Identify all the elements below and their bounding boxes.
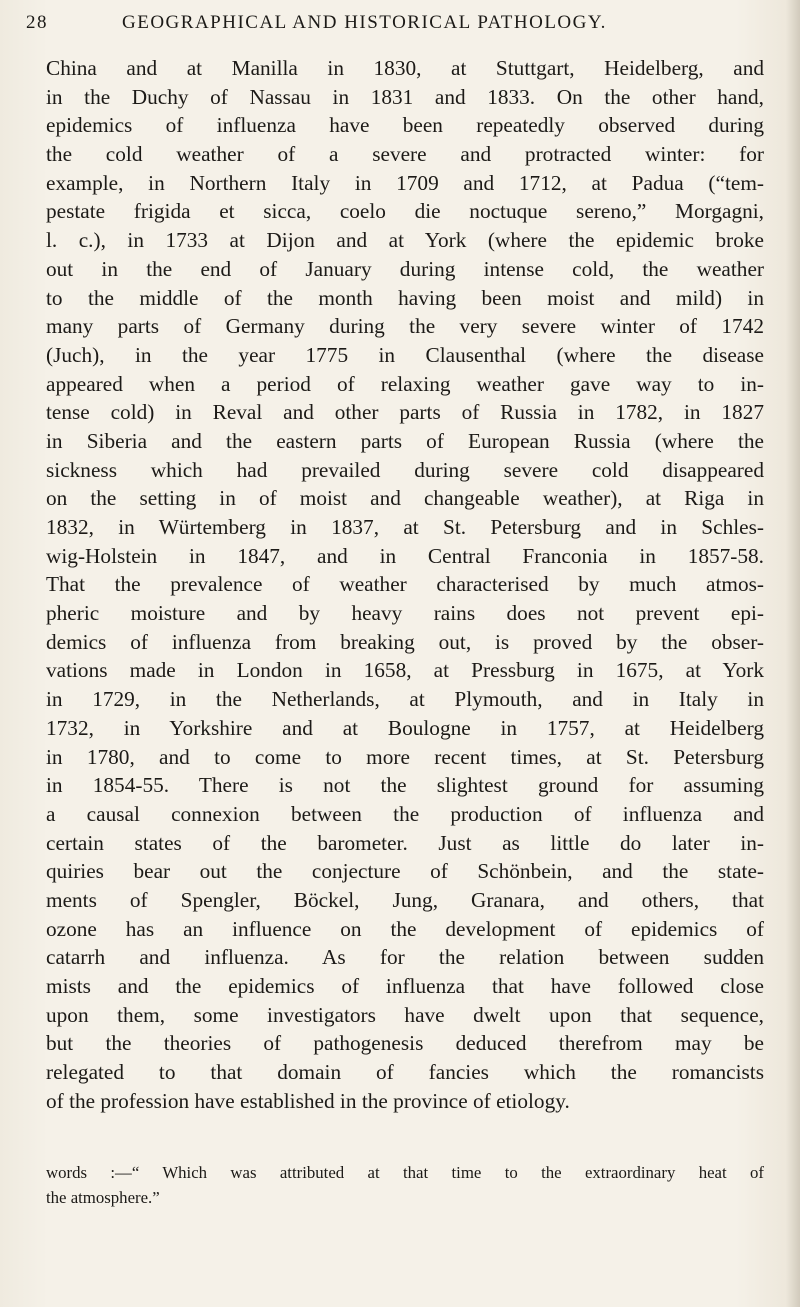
text-line: (Juch), in the year 1775 in Clausenthal (where the disease xyxy=(46,342,764,367)
text-line: sickness which had prevailed during severe cold disappeared xyxy=(46,457,764,482)
text-line: epidemics of influenza have been repeatedly observed during xyxy=(46,113,764,138)
text-line: ozone has an influence on the development of epidemics of xyxy=(46,916,764,941)
text-line: mists and the epidemics of influenza that have followed close xyxy=(46,974,764,998)
text-line: in 1729, in the Netherlands, at Plymouth, and in Italy in xyxy=(46,687,764,712)
text-line: a causal connexion between the production of influenza and xyxy=(46,801,764,826)
text-line: but the theories of pathogenesis deduced therefrom may be xyxy=(46,1031,764,1056)
text-line: That the prevalence of weather characterised by much atmos- xyxy=(46,572,764,597)
text-line: China and at Manilla in 1830, at Stuttgart, Heidelberg, and xyxy=(46,56,764,80)
text-line: ments of Spengler, Böckel, Jung, Granara, and others, that xyxy=(46,887,764,912)
text-line: upon them, some investigators have dwelt upon that sequence, xyxy=(46,1002,764,1027)
footnote-line: the atmosphere.” xyxy=(46,1187,160,1207)
text-line: on the setting in of moist and changeable weather), at Riga in xyxy=(46,486,764,511)
text-line: 1732, in Yorkshire and at Boulogne in 1757, at Heidelberg xyxy=(46,715,764,740)
text-line: many parts of Germany during the very severe winter of 1742 xyxy=(46,314,764,339)
text-line: tense cold) in Reval and other parts of Russia in 1782, in 1827 xyxy=(46,400,764,425)
text-line: relegated to that domain of fancies which the romancists xyxy=(46,1060,764,1085)
text-line: in 1780, and to come to more recent times, at St. Petersburg xyxy=(46,744,764,769)
text-line: in the Duchy of Nassau in 1831 and 1833. On the other hand, xyxy=(46,84,764,109)
text-line: in Siberia and the eastern parts of European Russia (where the xyxy=(46,428,764,453)
text-line: out in the end of January during intense cold, the weather xyxy=(46,256,764,281)
text-line: example, in Northern Italy in 1709 and 1712, at Padua (“tem- xyxy=(46,170,764,195)
text-line: the cold weather of a severe and protracted winter: for xyxy=(46,142,764,167)
text-line: appeared when a period of relaxing weather gave way to in- xyxy=(46,371,764,396)
text-line: 1832, in Würtemberg in 1837, at St. Petersburg and in Schles- xyxy=(46,515,764,539)
text-line: to the middle of the month having been moist and mild) in xyxy=(46,285,764,310)
text-line: vations made in London in 1658, at Pressburg in 1675, at York xyxy=(46,658,764,683)
footnote-line: words :—“ Which was attributed at that time to the extraordinary heat of xyxy=(46,1163,764,1182)
page-edge-shadow xyxy=(786,0,800,1307)
running-title: GEOGRAPHICAL AND HISTORICAL PATHOLOGY. xyxy=(122,12,607,33)
footnote xyxy=(46,1161,764,1210)
text-line: quiries bear out the conjecture of Schönbein, and the state- xyxy=(46,859,764,884)
text-line: catarrh and influenza. As for the relation between sudden xyxy=(46,945,764,970)
text-line: certain states of the barometer. Just as little do later in- xyxy=(46,830,764,855)
page-header xyxy=(26,12,766,42)
body-text xyxy=(46,54,764,1115)
text-line: of the profession have established in the province of etiology. xyxy=(46,1088,570,1113)
text-line: wig-Holstein in 1847, and in Central Franconia in 1857-58. xyxy=(46,543,764,568)
text-line: pestate frigida et sicca, coelo die noctuque sereno,” Morgagni, xyxy=(46,199,764,224)
page-number: 28 xyxy=(26,12,48,33)
text-line: in 1854-55. There is not the slightest ground for assuming xyxy=(46,773,764,798)
text-line: demics of influenza from breaking out, is proved by the obser- xyxy=(46,629,764,654)
text-line: l. c.), in 1733 at Dijon and at York (where the epidemic broke xyxy=(46,228,764,253)
text-line: pheric moisture and by heavy rains does not prevent epi- xyxy=(46,601,764,626)
